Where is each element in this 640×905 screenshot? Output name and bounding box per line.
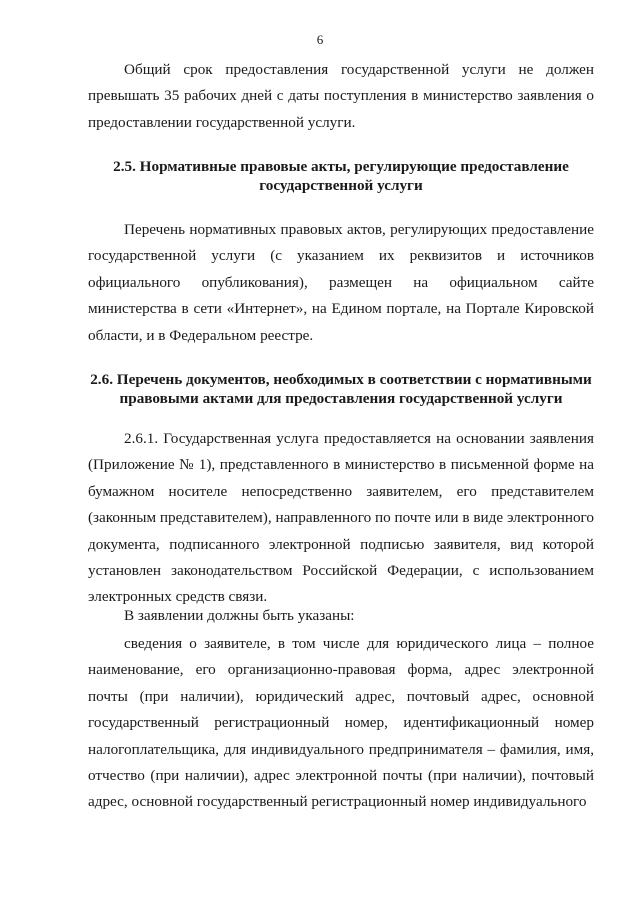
paragraph-applicant-info: сведения о заявителе, в том числе для юридического лица – полное наименование, его организационно-правовая форма, адрес электронной почты (при наличии), юридический адрес, почтовый адрес, основной государственный регистрационный номер, идентификационный номер налогоплательщика, для индивидуального предпринимателя – фамилия, имя, отчество (при наличии), адрес электронной почты (при наличии), почтовый адрес, основной государственный регистрационный номер индивидуального [88,635,594,811]
page-number: 6 [316,32,324,47]
heading-2-6-line-1: 2.6. Перечень документов, необходимых в соответствии с нормативными [90,371,592,388]
heading-2-5-line-2: государственной услуги [259,177,423,194]
paragraph-2-5-legal-acts: Перечень нормативных правовых актов, регулирующих предоставление государственной услуги (с указанием их реквизитов и источников официального опубликования), размещен на официальном сайте министерства в сети «Интернет», на Едином портале, на Портале Кировской области, и в Федеральном реестре. [88,221,594,344]
heading-2-6-line-2: правовыми актами для предоставления государственной услуги [119,390,563,407]
paragraph-service-term: Общий срок предоставления государственной услуги не должен превышать 35 рабочих дней с даты поступления в министерство заявления о предоставлении государственной услуги. [88,61,594,131]
heading-2-5 [88,157,594,195]
paragraph-2-6-1: 2.6.1. Государственная услуга предоставляется на основании заявления (Приложение № 1), представленного в министерство в письменной форме на бумажном носителе непосредственно заявителем, его представителем (законным представителем), направленного по почте или в виде электронного документа, подписанного электронной подписью заявителя, вид которой установлен законодательством Российской Федерации, с использованием электронных средств связи. [88,430,594,606]
heading-2-5-line-1: 2.5. Нормативные правовые акты, регулирующие предоставление [113,158,569,175]
heading-2-6 [88,370,594,408]
paragraph-must-include: В заявлении должны быть указаны: [124,607,355,624]
